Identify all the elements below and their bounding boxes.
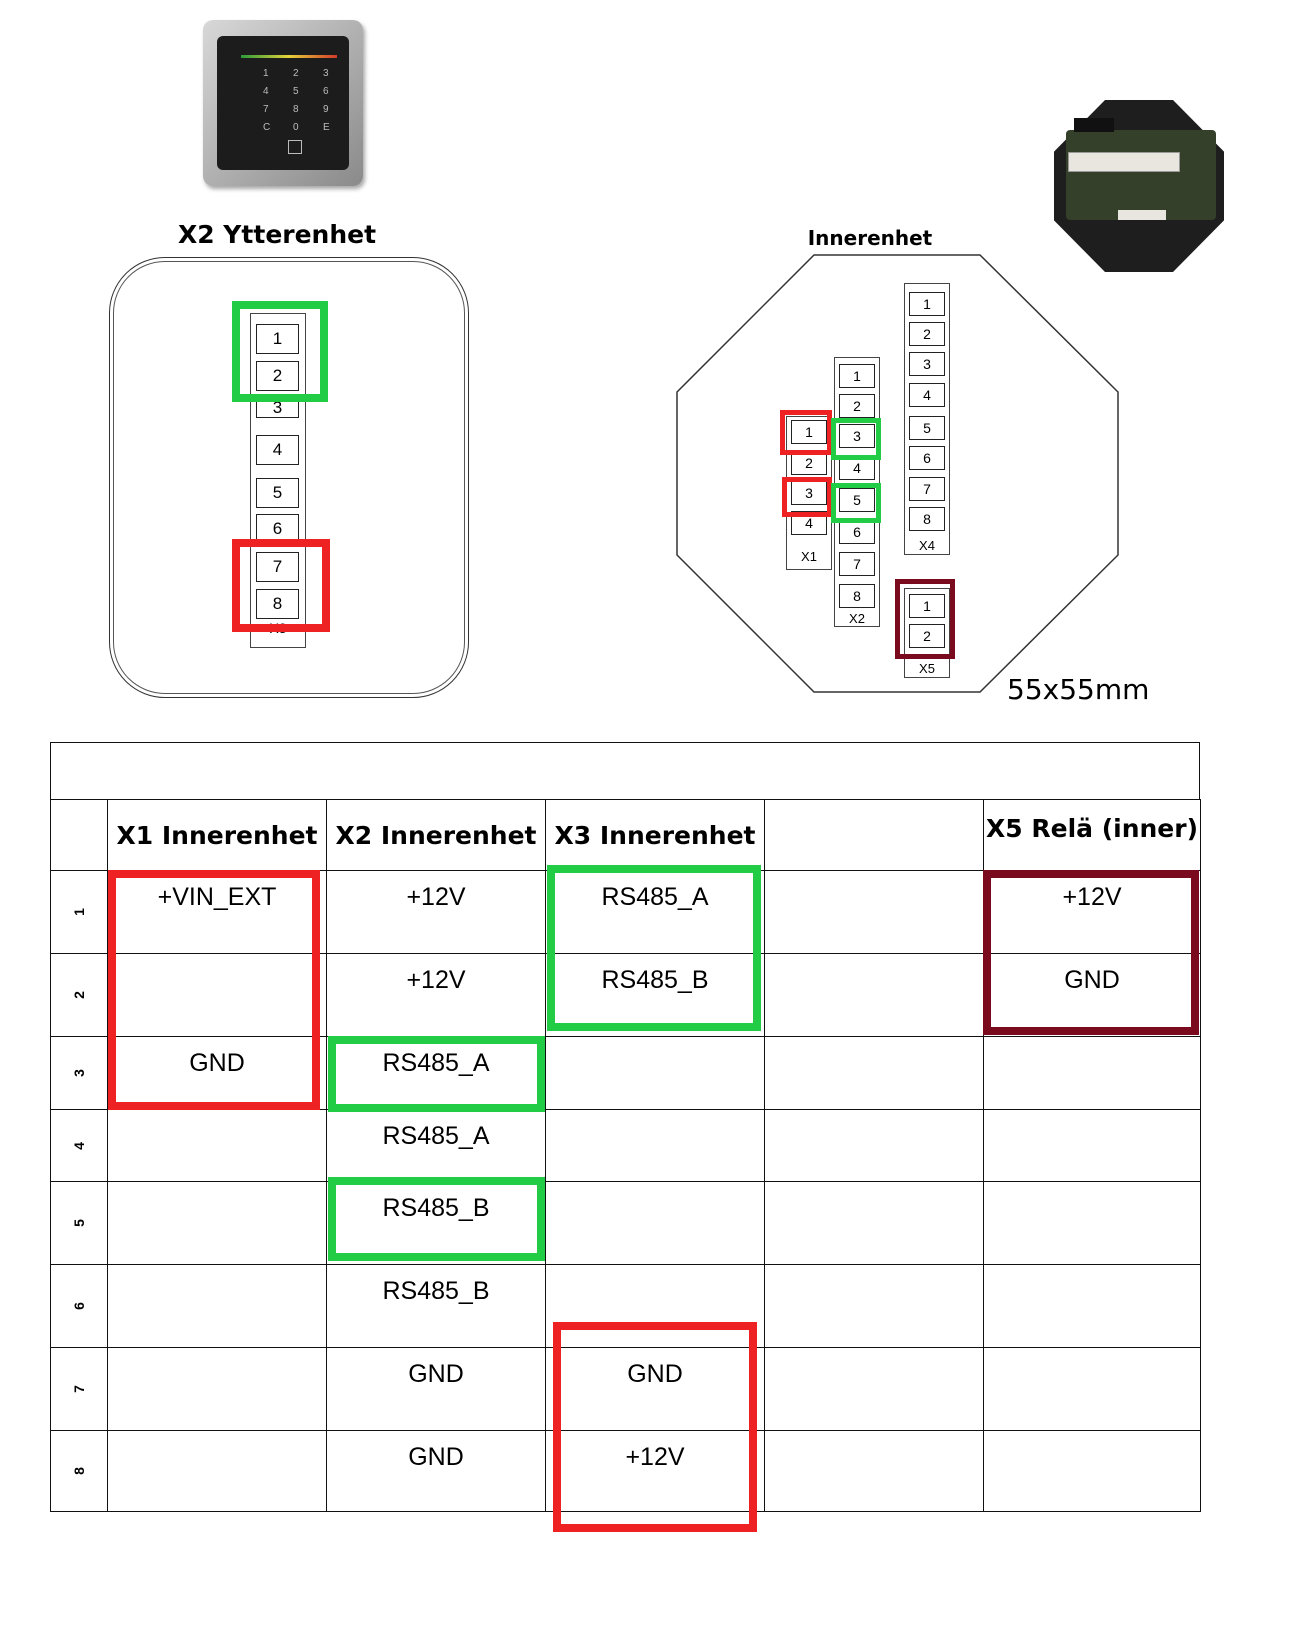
cell-x3: [546, 1265, 765, 1348]
x1-pin: 4: [791, 511, 827, 535]
keypad-key: 3: [323, 68, 329, 79]
table-row: [51, 1110, 1201, 1182]
cell-x2: RS485_A: [327, 1110, 546, 1182]
cell-x5: +12V: [984, 871, 1201, 954]
cell-x3: RS485_B: [546, 954, 765, 1037]
outer-pin: 6: [256, 514, 299, 544]
x2-pin: 6: [839, 520, 875, 544]
keypad-key: 9: [323, 104, 329, 115]
x4-pin: 5: [909, 416, 945, 440]
row-number: 7: [71, 1385, 87, 1393]
row-number-cell: [51, 1110, 108, 1182]
cell-x5: [984, 1265, 1201, 1348]
cell-x1: [108, 1110, 327, 1182]
cell-x3: [546, 1110, 765, 1182]
row-number-cell: [51, 954, 108, 1037]
cell-blank: [765, 954, 984, 1037]
cell-x2: +12V: [327, 954, 546, 1037]
pinout-table: [50, 799, 1201, 1512]
cell-blank: [765, 1265, 984, 1348]
row-number-cell: [51, 1265, 108, 1348]
x1-pin: 2: [791, 451, 827, 475]
keypad-key: C: [263, 122, 271, 133]
x4-pin: 8: [909, 507, 945, 531]
row-number: 3: [71, 1069, 87, 1077]
cell-x1: +VIN_EXT: [108, 871, 327, 954]
inner-size-label: 55x55mm: [1007, 673, 1150, 706]
keypad-key: 4: [263, 86, 269, 97]
cell-x3: +12V: [546, 1431, 765, 1512]
x1-label: X1: [801, 549, 817, 564]
cell-x5: [984, 1182, 1201, 1265]
keypad-key: 6: [323, 86, 329, 97]
table-row: [51, 954, 1201, 1037]
table-top-row: [50, 742, 1200, 800]
x2-pin: 4: [839, 456, 875, 480]
keypad-key: 5: [293, 86, 299, 97]
cell-x2: RS485_A: [327, 1037, 546, 1110]
outer-pin: 1: [256, 324, 299, 354]
header-x1: X1 Innerenhet: [108, 800, 327, 871]
cell-blank: [765, 1182, 984, 1265]
keypad-key: 7: [263, 104, 269, 115]
outer-pin: 3: [256, 398, 299, 418]
x2-pin: 5: [839, 488, 875, 512]
cell-x1: [108, 954, 327, 1037]
table-row: [51, 1431, 1201, 1512]
outer-pin: 5: [256, 478, 299, 508]
x1-pin: 1: [791, 420, 827, 444]
keypad-key: E: [323, 122, 330, 133]
row-number-cell: [51, 871, 108, 954]
x2-pin: 3: [839, 424, 875, 448]
x1-pin: 3: [791, 481, 827, 505]
row-number: 6: [71, 1302, 87, 1310]
cell-blank: [765, 871, 984, 954]
cell-x3: [546, 1182, 765, 1265]
cell-x5: GND: [984, 954, 1201, 1037]
header-x2: X2 Innerenhet: [327, 800, 546, 871]
outer-pin: 2: [256, 361, 299, 391]
cell-blank: [765, 1037, 984, 1110]
table-row: [51, 1348, 1201, 1431]
x4-pin: 4: [909, 383, 945, 407]
x2-label: X2: [849, 611, 865, 626]
cell-x5: [984, 1431, 1201, 1512]
outer-unit-title: X2 Ytterenhet: [177, 220, 377, 249]
x5-pin: 1: [909, 594, 945, 618]
x5-label: X5: [919, 661, 935, 676]
row-number-cell: [51, 1431, 108, 1512]
cell-x2: +12V: [327, 871, 546, 954]
row-number: 4: [71, 1141, 87, 1150]
header-x5: X5 Relä (inner): [984, 800, 1201, 871]
outer-pin: 8: [256, 589, 299, 619]
cell-x5: [984, 1348, 1201, 1431]
keypad-key: 8: [293, 104, 299, 115]
cell-x1: GND: [108, 1037, 327, 1110]
cell-x3: [546, 1037, 765, 1110]
cell-x1: [108, 1431, 327, 1512]
cell-x1: [108, 1265, 327, 1348]
inner-unit-title: Innerenhet: [807, 226, 933, 250]
cell-x2: RS485_B: [327, 1182, 546, 1265]
x2-pin: 8: [839, 584, 875, 608]
row-number-cell: [51, 1037, 108, 1110]
outer-pin: 4: [256, 435, 299, 465]
keypad-key: 1: [263, 68, 269, 79]
x2-pin: 1: [839, 364, 875, 388]
cell-x3: GND: [546, 1348, 765, 1431]
row-number-cell: [51, 1182, 108, 1265]
cell-x3: RS485_A: [546, 871, 765, 954]
outer-connector-label: X3: [269, 623, 287, 636]
row-number: 5: [71, 1219, 87, 1227]
cell-x2: GND: [327, 1348, 546, 1431]
outer-pin: 7: [256, 552, 299, 582]
cell-x5: [984, 1037, 1201, 1110]
cell-x2: RS485_B: [327, 1265, 546, 1348]
x5-pin: 2: [909, 624, 945, 648]
cell-blank: [765, 1110, 984, 1182]
x4-pin: 1: [909, 292, 945, 316]
header-x3: X3 Innerenhet: [546, 800, 765, 871]
table-row: [51, 1265, 1201, 1348]
row-number: 2: [71, 991, 87, 999]
cell-x5: [984, 1110, 1201, 1182]
keypad-key: 0: [293, 122, 299, 133]
row-number: 8: [71, 1467, 87, 1475]
x2-pin: 2: [839, 394, 875, 418]
header-blank: [765, 800, 984, 871]
cell-x1: [108, 1182, 327, 1265]
header-row-number: [51, 800, 108, 871]
x4-pin: 7: [909, 477, 945, 501]
x4-pin: 6: [909, 446, 945, 470]
cell-blank: [765, 1348, 984, 1431]
cell-x1: [108, 1348, 327, 1431]
x4-label: X4: [919, 538, 935, 553]
x4-pin: 3: [909, 352, 945, 376]
table-row: [51, 1037, 1201, 1110]
x2-pin: 7: [839, 552, 875, 576]
row-number: 1: [71, 908, 87, 916]
row-number-cell: [51, 1348, 108, 1431]
table-row: [51, 871, 1201, 954]
inner-unit-octagon: [0, 0, 1309, 720]
keypad-key: 2: [293, 68, 299, 79]
x4-pin: 2: [909, 322, 945, 346]
cell-x2: GND: [327, 1431, 546, 1512]
table-row: [51, 1182, 1201, 1265]
cell-blank: [765, 1431, 984, 1512]
